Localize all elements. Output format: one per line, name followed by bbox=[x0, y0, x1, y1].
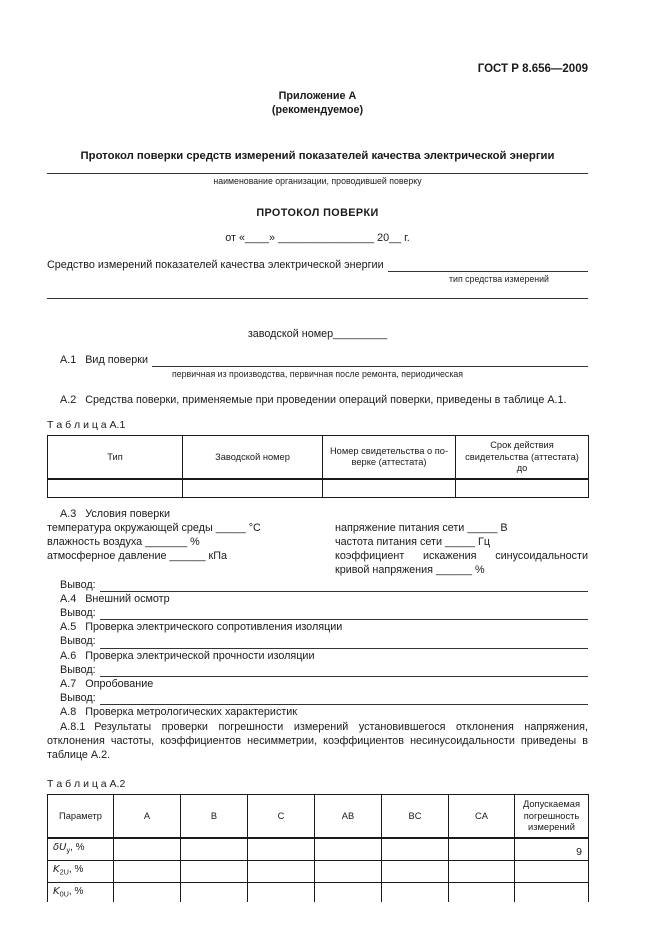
conclusion-line-a4 bbox=[47, 606, 588, 620]
section-a6-title: Проверка электрической прочности изоляции bbox=[85, 649, 315, 662]
section-a2-paragraph bbox=[47, 393, 588, 407]
protocol-date-line: от «____» ________________ 20__ г. bbox=[225, 232, 410, 245]
section-a6-number: А.6 bbox=[60, 649, 77, 662]
table-a2-col-parameter: Параметр bbox=[48, 795, 114, 838]
conclusion-label: Вывод: bbox=[60, 607, 96, 620]
table-a1-caption: Т а б л и ц а А.1 bbox=[47, 419, 126, 432]
table-a2-row-k0u bbox=[48, 882, 589, 901]
appendix-type: (рекомендуемое) bbox=[271, 104, 364, 117]
section-a4-heading bbox=[47, 592, 588, 606]
parameter-symbol: K bbox=[53, 885, 60, 897]
section-a4-number: А.4 bbox=[60, 592, 77, 605]
section-a7-number: А.7 bbox=[60, 678, 77, 691]
section-a6-heading bbox=[47, 649, 588, 663]
conclusion-line-a7 bbox=[47, 691, 588, 705]
page-number: 9 bbox=[576, 846, 582, 858]
section-a1-title: Вид поверки bbox=[85, 353, 148, 366]
conditions-columns bbox=[47, 521, 588, 578]
appendix-heading: Приложение А bbox=[278, 90, 357, 103]
table-a2-cell bbox=[248, 838, 315, 860]
table-a2-cell bbox=[114, 882, 181, 901]
conclusion-line-a6 bbox=[47, 663, 588, 677]
section-a4-title: Внешний осмотр bbox=[85, 592, 170, 605]
parameter-symbol: K bbox=[53, 864, 60, 876]
conclusion-blank-line bbox=[100, 608, 588, 620]
table-a2-cell bbox=[114, 838, 181, 860]
table-a1-cell bbox=[48, 479, 183, 497]
table-a2-cell bbox=[315, 860, 382, 882]
table-a2-cell bbox=[382, 860, 449, 882]
table-a2-cell bbox=[449, 838, 515, 860]
table-a2-col-phase-ab: AB bbox=[315, 795, 382, 838]
section-a8-number: А.8 bbox=[60, 706, 77, 719]
conclusion-blank-line bbox=[100, 665, 588, 677]
table-a2-caption: Т а б л и ц а А.2 bbox=[47, 778, 126, 791]
table-a2-cell bbox=[181, 882, 248, 901]
table-a2-cell bbox=[248, 860, 315, 882]
section-a5-number: А.5 bbox=[60, 621, 77, 634]
instrument-line bbox=[47, 258, 588, 272]
table-a2-cell bbox=[181, 860, 248, 882]
section-a3-heading bbox=[47, 507, 588, 521]
conclusion-label: Вывод: bbox=[60, 578, 96, 591]
parameter-subscript: 0U bbox=[59, 889, 69, 899]
table-a1-cell bbox=[456, 479, 589, 497]
table-a2-col-phase-a: A bbox=[114, 795, 181, 838]
appendix-block bbox=[47, 89, 588, 117]
org-name-blank-line bbox=[47, 163, 588, 174]
parameter-subscript: 2U bbox=[59, 867, 69, 877]
section-a2-number: А.2 bbox=[60, 393, 77, 406]
section-a8-1-text: Результаты проверки погрешности измерений установившегося отклонения напряжения, отклонения частоты, коэффициентов несимметрии, коэффициентов несинусоидальности приведены в таблице А.2. bbox=[47, 720, 588, 762]
section-a8-title: Проверка метрологических характеристик bbox=[85, 706, 298, 719]
instrument-label: Средство измерений показателей качества электрической энергии bbox=[47, 259, 384, 272]
table-a1-empty-row bbox=[48, 479, 589, 497]
table-a1 bbox=[47, 435, 589, 497]
conditions-left-column bbox=[47, 521, 335, 578]
table-a2-cell bbox=[114, 860, 181, 882]
table-a1-col-type: Тип bbox=[48, 436, 183, 479]
table-a2-cell bbox=[315, 882, 382, 901]
instrument-type-caption: тип средства измерений bbox=[449, 274, 549, 285]
section-a8-1-number: А.8.1 bbox=[60, 720, 86, 733]
parameter-unit: , % bbox=[70, 842, 85, 854]
table-a2-cell bbox=[449, 860, 515, 882]
protocol-title: Протокол поверки средств измерений показателей качества электрической энергии bbox=[80, 149, 555, 162]
doc-ref: ГОСТ Р 8.656—2009 bbox=[477, 63, 588, 75]
instrument-continuation-blank-line bbox=[47, 288, 588, 299]
table-a1-col-certificate-validity: Срок действия свидетельства (аттестата) до bbox=[456, 436, 589, 479]
table-a2-cell bbox=[382, 882, 449, 901]
conclusion-blank-line bbox=[100, 637, 588, 649]
table-a2-cell bbox=[248, 882, 315, 901]
table-a2-row-voltage-deviation bbox=[48, 838, 589, 860]
conclusion-label: Вывод: bbox=[60, 692, 96, 705]
table-a2-col-phase-c: C bbox=[248, 795, 315, 838]
conclusion-label: Вывод: bbox=[60, 663, 96, 676]
table-a2-col-phase-ca: CA bbox=[449, 795, 515, 838]
table-a2 bbox=[47, 794, 589, 901]
protocol-heading: ПРОТОКОЛ ПОВЕРКИ bbox=[256, 206, 379, 219]
section-a1-caption: первичная из производства, первичная после ремонта, периодическая bbox=[171, 368, 464, 379]
table-a2-cell bbox=[449, 882, 515, 901]
condition-temperature: температура окружающей среды _____ °С bbox=[47, 521, 261, 534]
instrument-blank-line bbox=[388, 260, 588, 272]
table-a2-cell bbox=[515, 860, 589, 882]
condition-humidity: влажность воздуха _______ % bbox=[47, 536, 200, 549]
section-a5-title: Проверка электрического сопротивления изоляции bbox=[85, 621, 343, 634]
conclusion-line-a3 bbox=[47, 578, 588, 592]
org-name-caption: наименование организации, проводившей поверку bbox=[213, 175, 422, 186]
section-a1-blank-line bbox=[152, 355, 588, 367]
section-a2-text: Средства поверки, применяемые при проведении операций поверки, приведены в таблице А.1. bbox=[85, 393, 567, 406]
serial-number-line: заводской номер_________ bbox=[247, 328, 388, 341]
parameter-unit: , % bbox=[68, 864, 84, 876]
table-a2-col-phase-bc: BC bbox=[382, 795, 449, 838]
condition-supply-voltage: напряжение питания сети _____ В bbox=[335, 521, 508, 534]
parameter-cell bbox=[48, 882, 114, 901]
conditions-right-column bbox=[335, 521, 588, 578]
section-a7-title: Опробование bbox=[85, 678, 154, 691]
table-a2-cell bbox=[315, 838, 382, 860]
table-a2-cell bbox=[382, 838, 449, 860]
conclusion-label: Вывод: bbox=[60, 635, 96, 648]
parameter-unit: , % bbox=[68, 885, 84, 897]
section-a3-title: Условия поверки bbox=[85, 507, 171, 520]
section-a1-line bbox=[47, 353, 588, 367]
condition-pressure: атмосферное давление ______ кПа bbox=[47, 550, 228, 563]
section-a3-number: А.3 bbox=[60, 507, 77, 520]
table-a1-col-certificate-number: Номер свидетельства о поверке (аттестата) bbox=[323, 436, 456, 479]
parameter-cell bbox=[48, 860, 114, 882]
table-a2-row-k2u bbox=[48, 860, 589, 882]
conclusion-blank-line bbox=[100, 693, 588, 705]
table-a1-header-row bbox=[48, 436, 589, 479]
section-a7-heading bbox=[47, 677, 588, 691]
table-a1-cell bbox=[323, 479, 456, 497]
table-a2-col-phase-b: B bbox=[181, 795, 248, 838]
section-a8-1-paragraph bbox=[47, 720, 588, 763]
condition-distortion-factor: коэффициент искажения синусоидальности кривой напряжения ______ % bbox=[335, 550, 588, 577]
table-a2-col-permissible-error: Допускаемая погрешность измерений bbox=[515, 795, 589, 838]
section-a5-heading bbox=[47, 620, 588, 634]
parameter-subscript: у bbox=[66, 845, 71, 855]
table-a2-header-row bbox=[48, 795, 589, 838]
conclusion-blank-line bbox=[100, 580, 588, 592]
section-a1-number: А.1 bbox=[60, 353, 77, 366]
conclusion-line-a5 bbox=[47, 634, 588, 648]
condition-supply-frequency: частота питания сети _____ Гц bbox=[335, 536, 491, 549]
section-a8-heading bbox=[47, 705, 588, 719]
table-a2-cell bbox=[181, 838, 248, 860]
parameter-cell bbox=[48, 838, 114, 860]
table-a1-cell bbox=[183, 479, 323, 497]
table-a2-cell bbox=[515, 882, 589, 901]
table-a1-col-serial: Заводской номер bbox=[183, 436, 323, 479]
parameter-symbol: δU bbox=[53, 842, 67, 854]
